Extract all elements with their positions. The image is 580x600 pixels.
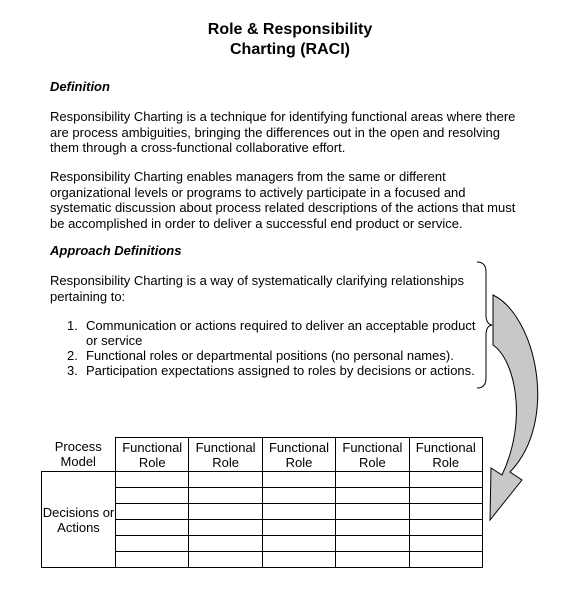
table-cell (336, 552, 409, 568)
curved-arrow-shape (490, 295, 538, 520)
table-cell (262, 536, 335, 552)
column-header: Functional Role (262, 438, 335, 472)
table-cell (409, 488, 482, 504)
table-cell (116, 488, 189, 504)
table-cell (336, 536, 409, 552)
column-header: Functional Role (336, 438, 409, 472)
table-cell (262, 504, 335, 520)
table-row (42, 472, 483, 488)
table-cell (409, 552, 482, 568)
table-cell (189, 520, 262, 536)
column-header: Functional Role (409, 438, 482, 472)
table-cell (189, 472, 262, 488)
list-item-number: 3. (67, 363, 78, 378)
table-cell (336, 520, 409, 536)
title-line-1: Role & Responsibility (207, 21, 373, 38)
table-cell (336, 488, 409, 504)
table-cell (262, 488, 335, 504)
table-cell (336, 504, 409, 520)
table-cell (116, 472, 189, 488)
definition-heading: Definition (50, 79, 110, 94)
table-header-row (42, 438, 483, 472)
table-cell (409, 536, 482, 552)
list-item-text: Communication or actions required to deliver an acceptable product or service (86, 318, 476, 348)
decisions-actions-label: Decisions or Actions (42, 472, 116, 568)
table-cell (262, 520, 335, 536)
definition-paragraph-1: Responsibility Charting is a technique for identifying functional areas where there are process ambiguities, bringing the differences out in the open and resolving them through a cross-functional collaborative effort. (50, 109, 516, 155)
approach-intro-paragraph: Responsibility Charting is a way of systematically clarifying relationships pertaining to: (50, 273, 465, 304)
table-cell (189, 552, 262, 568)
table-cell (262, 552, 335, 568)
table-cell (116, 520, 189, 536)
raci-table (41, 437, 483, 568)
list-item-text: Functional roles or departmental positions (no personal names). (86, 348, 454, 363)
table-cell (116, 552, 189, 568)
process-model-label: Process Model (54, 439, 102, 470)
table-cell (409, 472, 482, 488)
list-item-text: Participation expectations assigned to roles by decisions or actions. (86, 363, 475, 378)
table-cell (409, 520, 482, 536)
column-header: Functional Role (116, 438, 189, 472)
table-cell (189, 504, 262, 520)
list-item-number: 1. (67, 318, 78, 333)
right-brace (477, 262, 492, 388)
table-cell (409, 504, 482, 520)
title-line-2: Charting (RACI) (230, 41, 350, 58)
table-cell (336, 472, 409, 488)
table-cell (262, 472, 335, 488)
table-cell (189, 488, 262, 504)
list-item-number: 2. (67, 348, 78, 363)
table-cell (189, 536, 262, 552)
table-cell (116, 504, 189, 520)
approach-definitions-heading: Approach Definitions (50, 243, 182, 258)
table-cell (116, 536, 189, 552)
definition-paragraph-2: Responsibility Charting enables managers from the same or different organizational levels or programs to actively participate in a focused and systematic discussion about process related descriptions of the actions that must be accomplished in order to deliver a successful end product or service. (50, 169, 516, 231)
column-header: Functional Role (189, 438, 262, 472)
